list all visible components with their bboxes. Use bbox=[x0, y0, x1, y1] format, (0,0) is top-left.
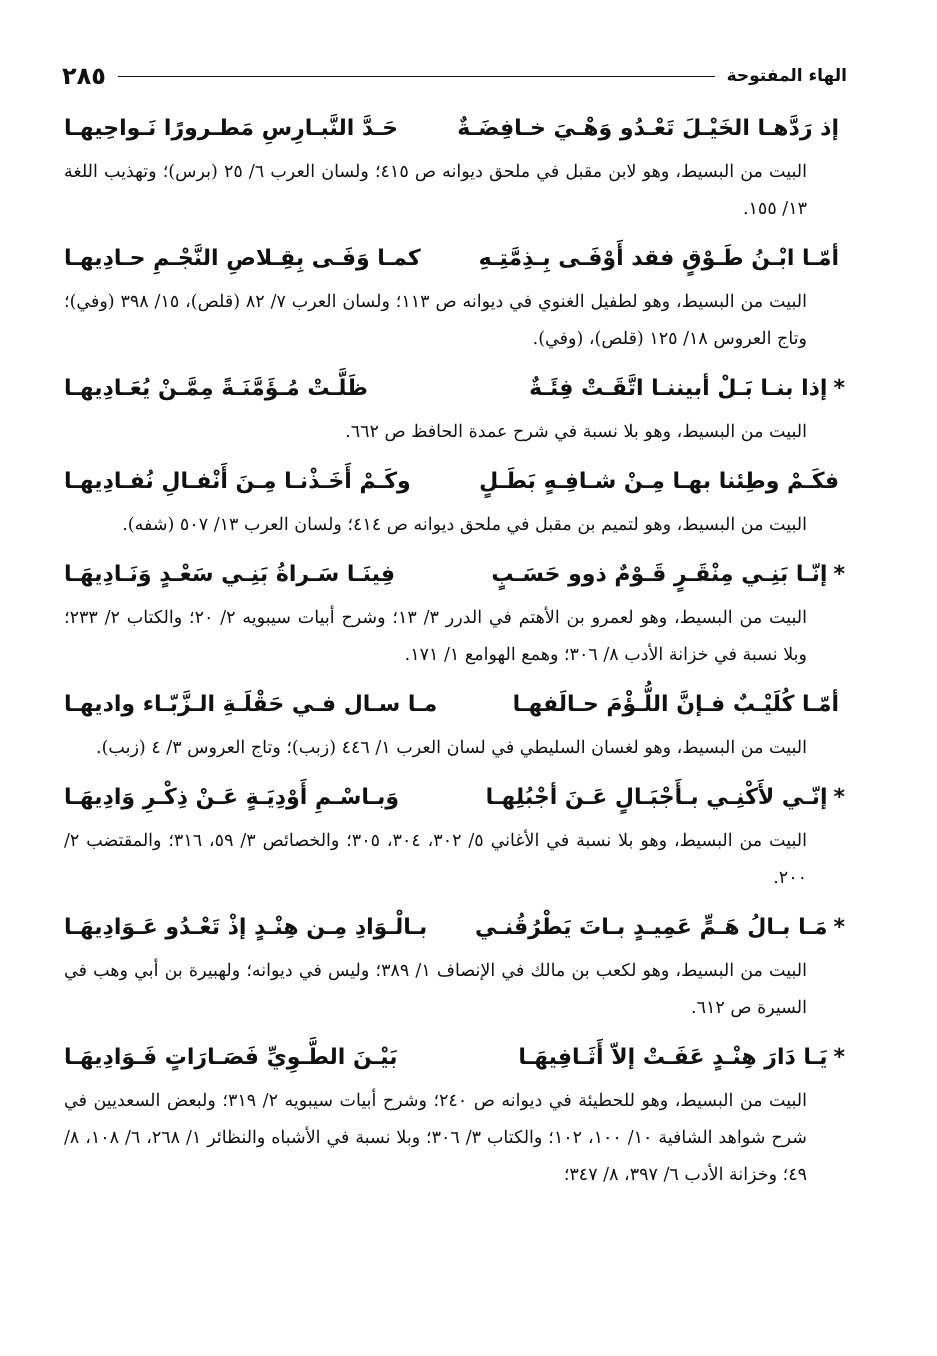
verse-first-hemistich: إنّـي لأَكْنِـي بـأَجْبَـالٍ عَـنَ أجْبُلِهـا bbox=[485, 785, 828, 810]
entry bbox=[64, 234, 845, 358]
verse-note: البيت من البسيط، وهو لكعب بن مالك في الإنصاف ١/ ٣٨٩؛ وليس في ديوانه؛ ولهبيرة بن أبي وهب في السيرة ص ٦١٢. bbox=[64, 961, 807, 1018]
verse-first-hemistich: أمّـا كُلَيْـبٌ فـإنَّ اللُّـؤْمَ حـالَفهـا bbox=[512, 692, 839, 717]
entry bbox=[64, 364, 845, 451]
verse-line bbox=[64, 364, 845, 414]
verse-note: البيت من البسيط، وهو لتميم بن مقبل في ملحق ديوانه ص ٤١٤؛ ولسان العرب ١٣/ ٥٠٧ (شفه). bbox=[122, 515, 807, 535]
verse-line bbox=[64, 234, 845, 284]
verse-marker: * bbox=[833, 376, 845, 401]
entry bbox=[64, 104, 845, 228]
entry bbox=[64, 903, 845, 1027]
entry bbox=[64, 1033, 845, 1194]
entry bbox=[64, 680, 845, 767]
verse-note: البيت من البسيط، وهو لغسان السليطي في لسان العرب ١/ ٤٤٦ (زبب)؛ وتاج العروس ٣/ ٤ (زبب). bbox=[96, 738, 807, 758]
verse-first-hemistich: إذا بنـا بَـلْ أبيننـا اتَّقَـتْ فِئَـةٌ bbox=[529, 376, 828, 401]
entry bbox=[64, 550, 845, 674]
verse-second-hemistich: كمـا وَفَـى بِقِـلاصِ النَّجْـمِ حـادِيهـا bbox=[64, 246, 421, 271]
verse-first-hemistich: فكَـمْ وطِئنا بهـا مِـنْ شـافِـهٍ بَطَـلٍ bbox=[479, 469, 839, 494]
verse-note: البيت من البسيط، وهو لابن مقبل في ملحق ديوانه ص ٤١٥؛ ولسان العرب ٦/ ٢٥ (برس)؛ وتهذيب اللغة ١٣/ ١٥٥. bbox=[64, 162, 807, 219]
header-rule bbox=[118, 76, 715, 77]
verse-second-hemistich: حَـدَّ النَّبـارِسِ مَطـرورًا نَـواحِيهـا bbox=[64, 116, 399, 141]
chapter-title: الهاء المفتوحة bbox=[726, 66, 847, 86]
verse-note: البيت من البسيط، وهو لعمرو بن الأهتم في الدرر ٣/ ١٣؛ وشرح أبيات سيبويه ٢/ ٢٠؛ والكتاب ٢/ ٢٣٣؛ وبلا نسبة في خزانة الأدب ٨/ ٣٠٦؛ وهمع الهوامع ١/ ١٧١. bbox=[64, 608, 807, 665]
verse-marker: * bbox=[833, 785, 845, 810]
entry bbox=[64, 457, 845, 544]
verse-line bbox=[64, 1033, 845, 1083]
verse-line bbox=[64, 680, 845, 730]
verse-marker: * bbox=[833, 915, 845, 940]
verse-first-hemistich: أمّـا ابْـنُ طَـوْقٍ فقد أَوْفَـى بِـذِمَّتِـهِ bbox=[478, 246, 839, 271]
verse-first-hemistich: يَـا دَارَ هِنْـدٍ عَفَـتْ إلاّ أَثَـافِيهَـا bbox=[518, 1045, 828, 1070]
verse-note: البيت من البسيط، وهو لطفيل الغنوي في ديوانه ص ١١٣؛ ولسان العرب ٧/ ٨٢ (قلص)، ١٥/ ٣٩٨ (وفي)؛ وتاج العروس ١٨/ ١٢٥ (قلص)، (وفي). bbox=[64, 292, 807, 349]
verse-second-hemistich: بَيْـنَ الطَّـوِيِّ فَصَـارَاتٍ فَـوَادِيهَـا bbox=[63, 1045, 398, 1070]
verse-marker: * bbox=[833, 562, 845, 587]
verse-line bbox=[64, 457, 845, 507]
verse-first-hemistich: إنّـا بَنِـي مِنْقَـرٍ قَـوْمٌ ذوو حَسَـبٍ bbox=[491, 562, 828, 587]
verse-first-hemistich: مَـا بـالُ هَـمٍّ عَمِيـدٍ بـاتَ يَطْرُقُنـي bbox=[474, 915, 828, 940]
verse-note: البيت من البسيط، وهو للحطيئة في ديوانه ص ٢٤٠؛ وشرح أبيات سيبويه ٢/ ٣١٩؛ ولبعض السعديين في شرح شواهد الشافية ١٠/ ١٠٠، ١٠٢؛ والكتاب ٣/ ٣٠٦؛ وبلا نسبة في الأشباه والنظائر ١/ ٢٦٨، ٦/ ١٠٨، ٨/ ٤٩؛ وخزانة الأدب ٦/ ٣٩٧، ٨/ ٣٤٧؛ bbox=[64, 1091, 807, 1185]
verse-second-hemistich: وَبـاسْـمِ أَوْدِيَـةٍ عَـنْ ذِكْـرِ وَادِيهَـا bbox=[63, 785, 400, 810]
verse-first-hemistich: إذ رَدَّهـا الخَيْـلَ تَعْـدُو وَهْـيَ خـافِضَـةٌ bbox=[457, 116, 839, 141]
verse-note: البيت من البسيط، وهو بلا نسبة في شرح عمدة الحافظ ص ٦٦٢. bbox=[345, 422, 807, 442]
verse-second-hemistich: مـا سـال فـي حَقْلَـةِ الـزَّبّـاء واديهـا bbox=[64, 692, 438, 717]
page-body bbox=[64, 104, 845, 1200]
verse-note: البيت من البسيط، وهو بلا نسبة في الأغاني ٥/ ٣٠٢، ٣٠٤، ٣٠٥؛ والخصائص ٣/ ٥٩، ٣١٦؛ والمقتضب ٢/ ٢٠٠. bbox=[64, 831, 807, 888]
page-header bbox=[62, 58, 847, 94]
verse-second-hemistich: ظَلَّـتْ مُـؤَمَّنَـةً مِمَّـنْ يُعَـادِيهـا bbox=[63, 376, 368, 401]
verse-second-hemistich: وكَـمْ أَخَـذْنـا مِـنَ أَنْفـالِ نُفـادِيهـا bbox=[64, 469, 411, 494]
page-number: ٢٨٥ bbox=[62, 62, 106, 90]
verse-line bbox=[64, 550, 845, 600]
verse-marker: * bbox=[833, 1045, 845, 1070]
verse-second-hemistich: بـالْـوَادِ مِـن هِنْـدٍ إذْ تَعْـدُو عَـوَادِيهَـا bbox=[63, 915, 428, 940]
verse-second-hemistich: فِينَـا سَـراةُ بَنِـي سَعْـدٍ وَنَـادِيهَـا bbox=[63, 562, 396, 587]
verse-line bbox=[64, 903, 845, 953]
entry bbox=[64, 773, 845, 897]
verse-line bbox=[64, 104, 845, 154]
verse-line bbox=[64, 773, 845, 823]
